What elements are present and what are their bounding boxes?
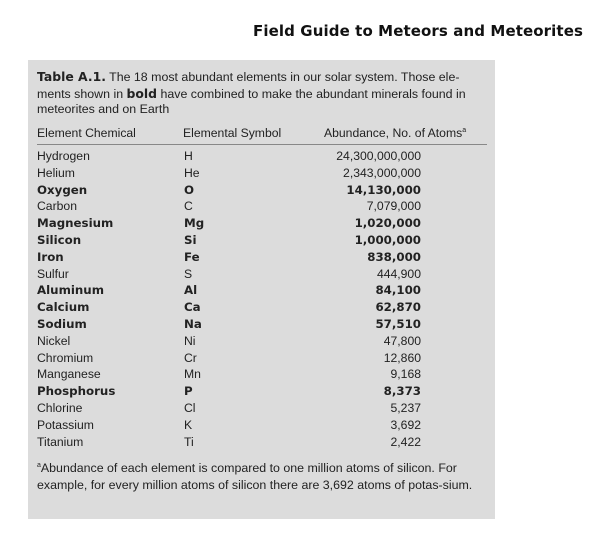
element-symbol: Na bbox=[184, 316, 202, 331]
element-name: Nickel bbox=[37, 333, 71, 348]
element-abundance: 838,000 bbox=[367, 249, 421, 264]
table-row bbox=[37, 232, 487, 249]
column-header-abundance-label: Abundance, No. of Atoms bbox=[324, 126, 463, 140]
element-abundance: 5,237 bbox=[390, 400, 421, 415]
element-name: Hydrogen bbox=[37, 149, 90, 163]
element-name: Sodium bbox=[37, 316, 87, 331]
element-abundance: 84,100 bbox=[375, 283, 421, 298]
table-body bbox=[37, 148, 487, 450]
element-name: Helium bbox=[37, 165, 75, 180]
column-header-element: Element Chemical bbox=[37, 126, 136, 140]
table-panel bbox=[28, 60, 495, 519]
element-name: Potassium bbox=[37, 417, 94, 432]
element-name: Chlorine bbox=[37, 400, 83, 415]
table-row bbox=[37, 333, 487, 350]
table-row bbox=[37, 299, 487, 316]
element-name: Sulfur bbox=[37, 266, 69, 281]
element-name: Magnesium bbox=[37, 216, 114, 231]
table-row bbox=[37, 198, 487, 215]
table-header-row bbox=[37, 126, 487, 142]
element-name: Aluminum bbox=[37, 283, 104, 298]
element-name: Manganese bbox=[37, 367, 101, 382]
element-abundance: 47,800 bbox=[383, 333, 421, 348]
element-symbol: K bbox=[184, 417, 193, 432]
element-abundance: 2,343,000,000 bbox=[343, 165, 421, 180]
element-abundance: 9,168 bbox=[390, 367, 421, 382]
table-row bbox=[37, 182, 487, 199]
table-row bbox=[37, 417, 487, 434]
element-abundance: 7,079,000 bbox=[366, 199, 421, 214]
table-caption bbox=[37, 69, 484, 118]
element-abundance: 8,373 bbox=[383, 384, 421, 399]
table-row bbox=[37, 249, 487, 266]
element-name: Calcium bbox=[37, 300, 90, 315]
element-symbol: O bbox=[184, 182, 195, 197]
element-abundance: 2,422 bbox=[390, 434, 421, 449]
element-abundance: 1,000,000 bbox=[354, 232, 421, 247]
element-name: Phosphorus bbox=[37, 384, 116, 399]
table-row bbox=[37, 383, 487, 400]
element-abundance: 444,900 bbox=[376, 266, 421, 281]
table-label: Table A.1. bbox=[37, 69, 106, 84]
element-symbol: Cr bbox=[184, 350, 197, 365]
table-row bbox=[37, 434, 487, 451]
element-name: Carbon bbox=[37, 199, 77, 214]
element-symbol: He bbox=[184, 165, 200, 180]
header-rule bbox=[37, 144, 487, 145]
table-row bbox=[37, 165, 487, 182]
caption-bold-word: bold bbox=[126, 85, 158, 101]
element-symbol: C bbox=[184, 199, 193, 214]
footnote-text: Abundance of each element is compared to one million atoms of silicon. For example, for every million atoms of silicon there are 3,692 atoms of potas-sium. bbox=[37, 461, 473, 492]
element-symbol: H bbox=[184, 149, 193, 163]
table-footnote bbox=[37, 460, 484, 493]
element-symbol: Mn bbox=[184, 367, 201, 382]
element-abundance: 62,870 bbox=[375, 300, 421, 315]
table-row bbox=[37, 148, 487, 165]
element-name: Chromium bbox=[37, 350, 94, 365]
element-abundance: 57,510 bbox=[375, 316, 421, 331]
element-symbol: Ni bbox=[184, 333, 196, 348]
element-symbol: Fe bbox=[184, 249, 200, 264]
column-header-symbol: Elemental Symbol bbox=[183, 126, 282, 140]
caption-text-1: The 18 most abundant elements in our solar system. Those ele-ments shown in bbox=[37, 70, 460, 101]
table-row bbox=[37, 316, 487, 333]
caption-text-2: have combined to make the abundant minerals found in meteorites and on Earth bbox=[37, 86, 466, 116]
table-row bbox=[37, 350, 487, 367]
element-symbol: S bbox=[184, 266, 193, 281]
element-abundance: 1,020,000 bbox=[354, 216, 421, 231]
table-row bbox=[37, 366, 487, 383]
element-name: Iron bbox=[37, 249, 64, 264]
column-header-abundance bbox=[324, 126, 466, 140]
footnote-mark: a bbox=[462, 126, 467, 134]
element-name: Titanium bbox=[37, 434, 84, 449]
element-symbol: Al bbox=[184, 283, 198, 298]
element-abundance: 14,130,000 bbox=[346, 182, 421, 197]
table-row bbox=[37, 400, 487, 417]
element-abundance: 12,860 bbox=[383, 350, 421, 365]
element-symbol: Ti bbox=[184, 434, 194, 449]
footnote-marker: a bbox=[37, 461, 41, 469]
element-symbol: Ca bbox=[184, 300, 201, 315]
element-symbol: Cl bbox=[184, 400, 196, 415]
table-row bbox=[37, 266, 487, 283]
element-symbol: Mg bbox=[184, 216, 205, 231]
running-head: Field Guide to Meteors and Meteorites bbox=[253, 22, 583, 40]
element-symbol: P bbox=[184, 384, 193, 399]
element-abundance: 24,300,000,000 bbox=[336, 149, 421, 163]
table-row bbox=[37, 215, 487, 232]
element-symbol: Si bbox=[184, 232, 197, 247]
table-row bbox=[37, 282, 487, 299]
element-name: Oxygen bbox=[37, 182, 88, 197]
element-abundance: 3,692 bbox=[390, 417, 421, 432]
element-name: Silicon bbox=[37, 232, 82, 247]
